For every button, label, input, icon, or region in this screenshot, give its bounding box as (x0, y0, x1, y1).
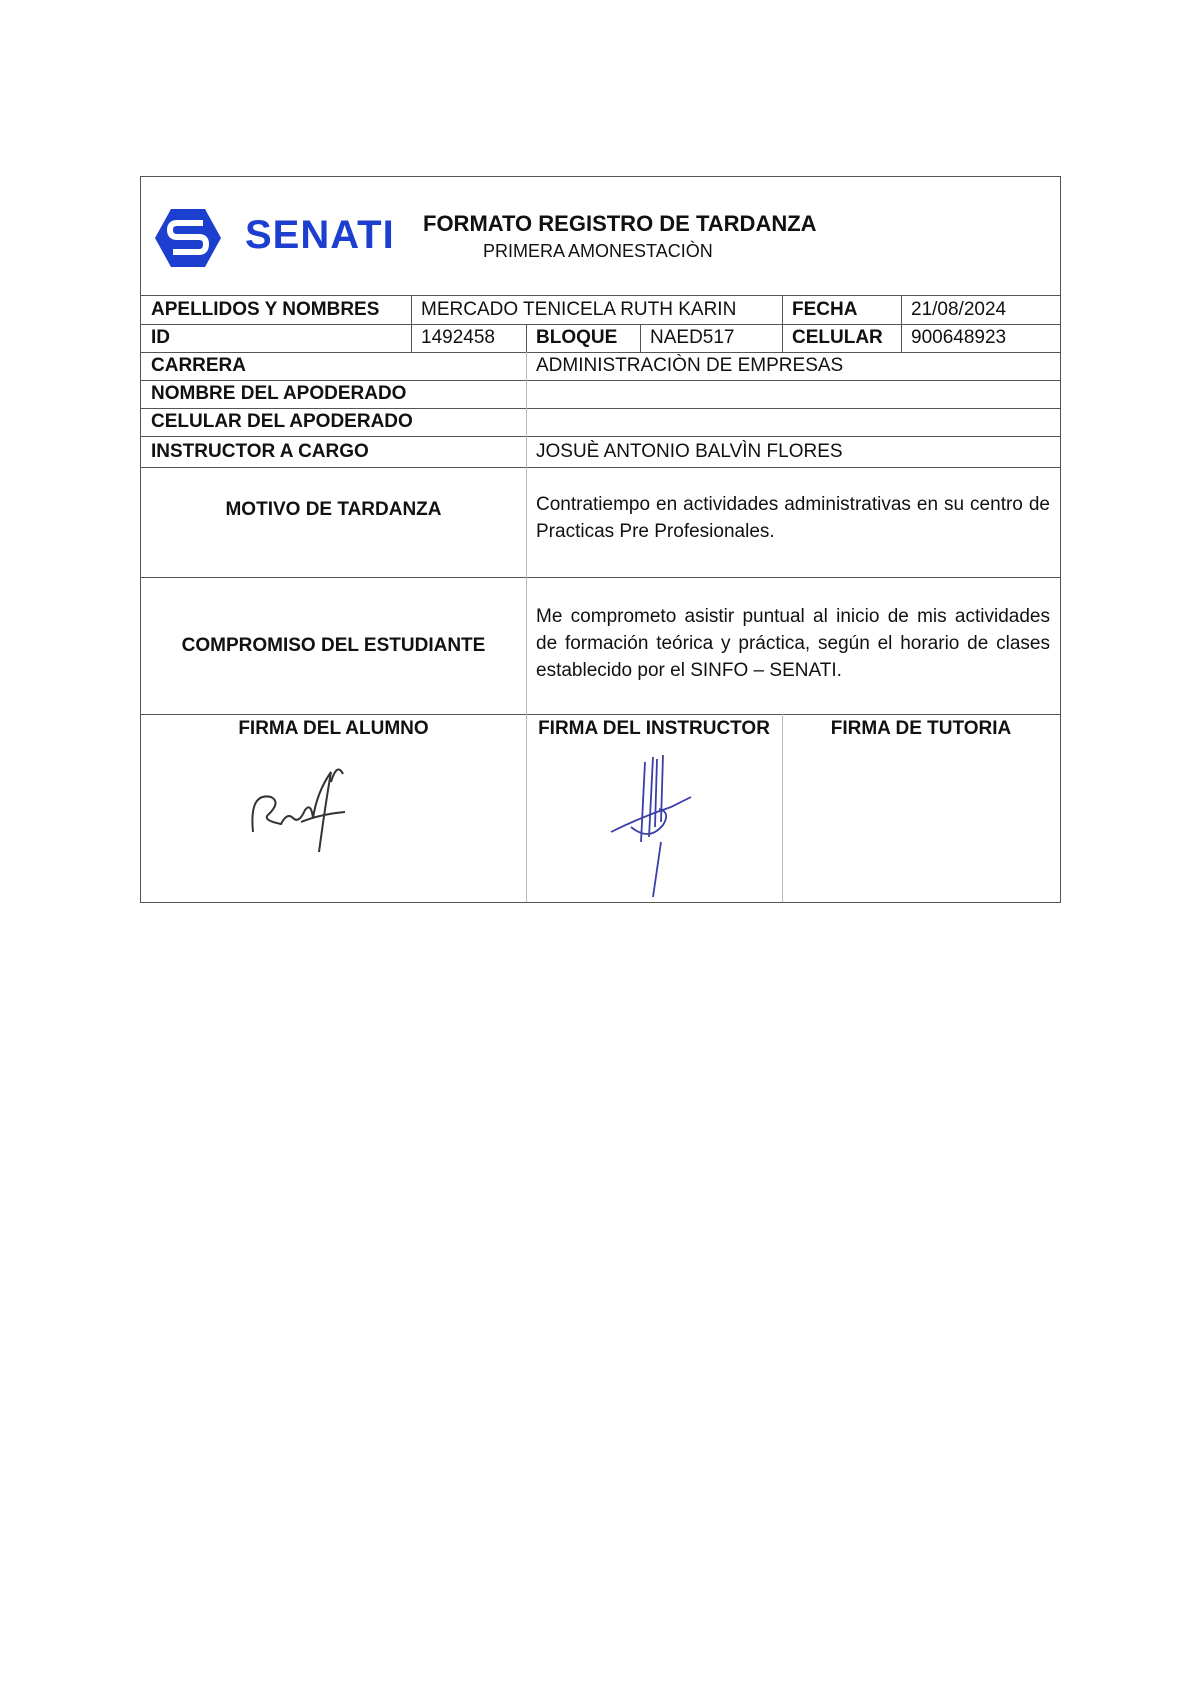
student-signature-label: FIRMA DEL ALUMNO (238, 718, 429, 739)
commitment-text: Me comprometo asistir puntual al inicio de mis actividades de formación teórica y práctica, según el horario de clases establecido por el SINFO – SENATI. (536, 606, 1050, 681)
phone-value: 900648923 (911, 327, 1007, 348)
student-name: MERCADO TENICELA RUTH KARIN (421, 299, 737, 320)
block-label: BLOQUE (536, 327, 618, 348)
career-label: CARRERA (151, 355, 246, 376)
name-label: APELLIDOS Y NOMBRES (151, 299, 380, 320)
form-title: FORMATO REGISTRO DE TARDANZA (423, 211, 817, 236)
form-subtitle: PRIMERA AMONESTACIÒN (483, 241, 713, 261)
senati-hexagon-icon (153, 207, 223, 269)
form-header (141, 177, 1060, 296)
reason-label: MOTIVO DE TARDANZA (225, 499, 442, 520)
guardian-phone-label: CELULAR DEL APODERADO (151, 411, 413, 432)
block-value: NAED517 (650, 327, 735, 348)
date-label: FECHA (792, 299, 858, 320)
tutor-signature-label: FIRMA DE TUTORIA (830, 718, 1012, 739)
instructor-value: JOSUÈ ANTONIO BALVÌN FLORES (536, 440, 843, 462)
commitment-label: COMPROMISO DEL ESTUDIANTE (181, 634, 486, 656)
guardian-label: NOMBRE DEL APODERADO (151, 383, 407, 404)
guardian-phone-value (526, 408, 1060, 436)
instructor-signature (601, 747, 711, 902)
career-value: ADMINISTRACIÒN DE EMPRESAS (536, 355, 844, 376)
tardiness-form (140, 176, 1061, 903)
senati-brand-text: SENATI (245, 213, 395, 257)
instructor-signature-label: FIRMA DEL INSTRUCTOR (538, 718, 770, 739)
phone-label: CELULAR (792, 327, 883, 348)
student-signature (241, 752, 361, 857)
date-value: 21/08/2024 (911, 299, 1007, 320)
instructor-label: INSTRUCTOR A CARGO (151, 440, 369, 462)
id-label: ID (151, 327, 170, 348)
id-value: 1492458 (421, 327, 495, 348)
guardian-value (526, 380, 1060, 408)
reason-text: Contratiempo en actividades administrativas en su centro de Practicas Pre Profesionales. (536, 494, 1050, 542)
senati-logo (153, 207, 395, 271)
